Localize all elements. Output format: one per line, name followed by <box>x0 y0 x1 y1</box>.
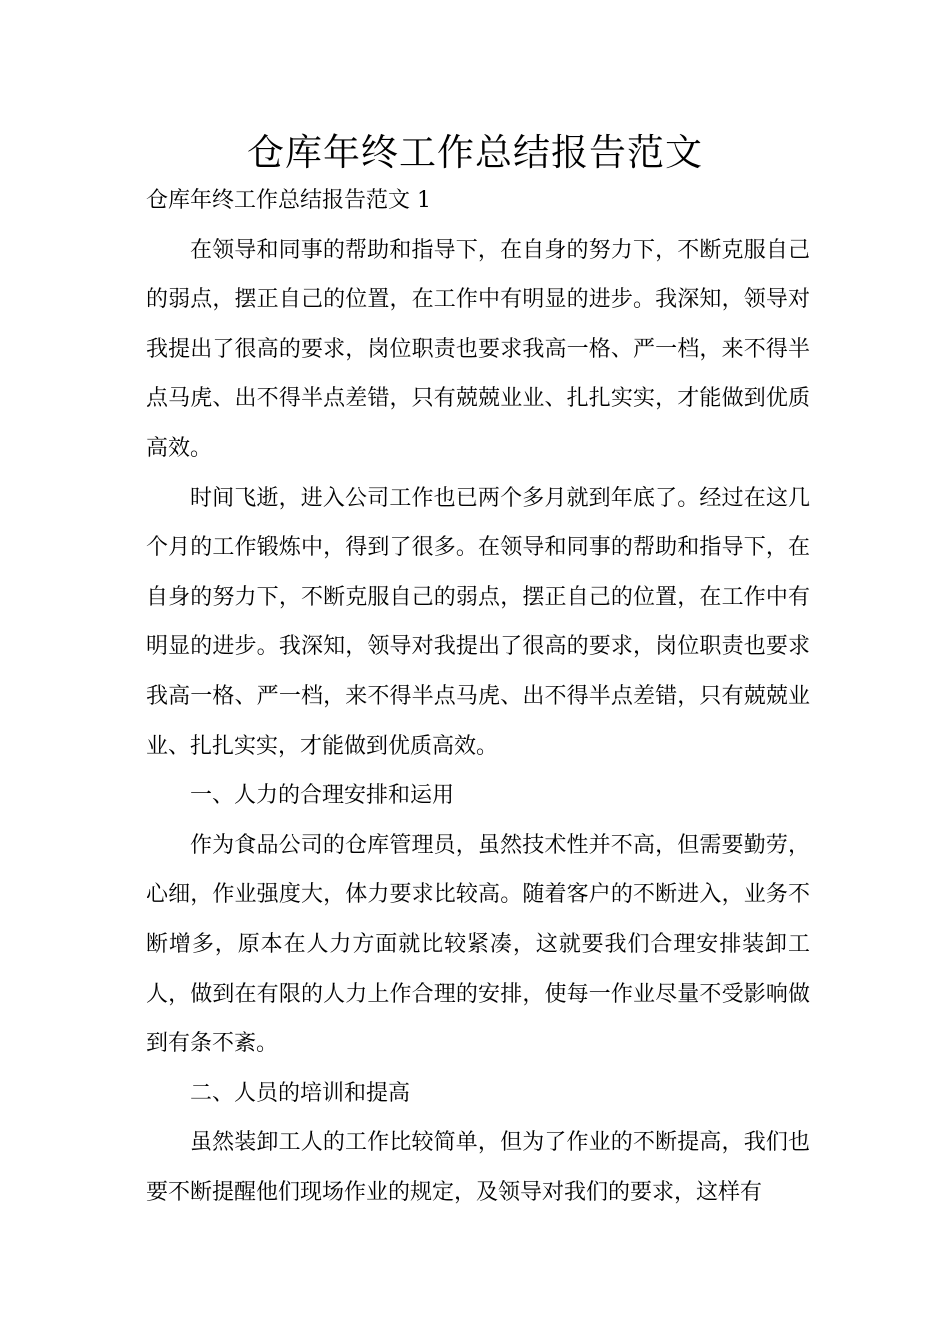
section-subtitle: 仓库年终工作总结报告范文 1 <box>146 188 431 213</box>
body-paragraph: 时间飞逝，进入公司工作也已两个多月就到年底了。经过在这几个月的工作锻炼中，得到了很多。在领导和同事的帮助和指导下，在自身的努力下，不断克服自己的弱点，摆正自己的位置，在工作中有明显的进步。我深知，领导对我提出了很高的要求，岗位职责也要求我高一格、严一档，来不得半点马虎、出不得半点差错，只有兢兢业业、扎扎实实，才能做到优质高效。 <box>146 485 810 759</box>
body-paragraph: 作为食品公司的仓库管理员，虽然技术性并不高，但需要勤劳，心细，作业强度大，体力要求比较高。随着客户的不断进入，业务不断增多，原本在人力方面就比较紧凑，这就要我们合理安排装卸工人，做到在有限的人力上作合理的安排，使每一作业尽量不受影响做到有条不紊。 <box>146 832 810 1057</box>
document-body <box>146 176 810 1217</box>
section-heading: 一、人力的合理安排和运用 <box>190 783 455 809</box>
section-heading: 二、人员的培训和提高 <box>190 1080 411 1106</box>
body-paragraph: 虽然装卸工人的工作比较简单，但为了作业的不断提高，我们也要不断提醒他们现场作业的规定，及领导对我们的要求，这样有 <box>146 1130 810 1205</box>
body-paragraph: 在领导和同事的帮助和指导下，在自身的努力下，不断克服自己的弱点，摆正自己的位置，在工作中有明显的进步。我深知，领导对我提出了很高的要求，岗位职责也要求我高一格、严一档，来不得半点马虎、出不得半点差错，只有兢兢业业、扎扎实实，才能做到优质高效。 <box>146 237 810 461</box>
document-title: 仓库年终工作总结报告范文 <box>247 131 703 174</box>
